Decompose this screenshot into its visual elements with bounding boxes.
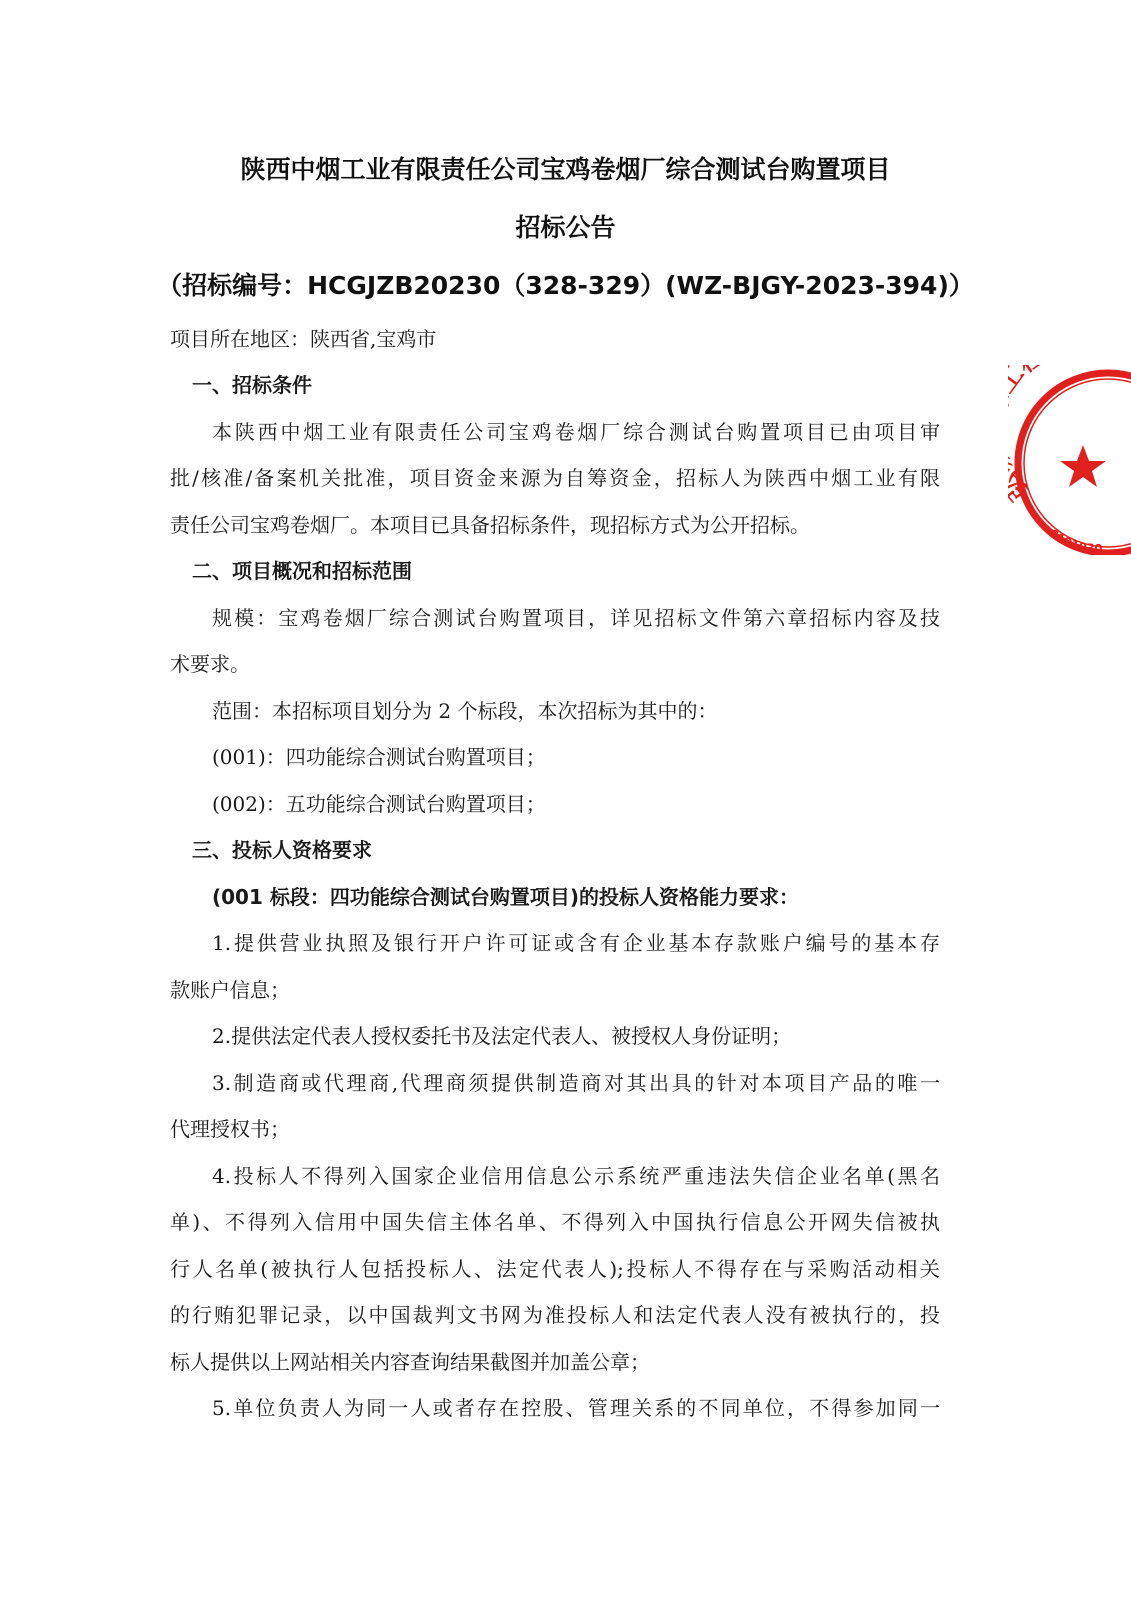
requirement-4-line: 的行贿犯罪记录，以中国裁判文书网为准投标人和法定代表人没有被执行的，投 — [170, 1303, 940, 1327]
section-1-paragraph-line: 本陕西中烟工业有限责任公司宝鸡卷烟厂综合测试台购置项目已由项目审 — [212, 420, 940, 444]
requirement-4-line: 标人提供以上网站相关内容查询结果截图并加盖公章； — [170, 1350, 650, 1374]
requirement-4-line: 4.投标人不得列入国家企业信用信息公示系统严重违法失信企业名单(黑名 — [212, 1164, 940, 1188]
company-seal — [1008, 365, 1131, 555]
seal-star-icon — [1060, 445, 1106, 487]
project-location: 项目所在地区：陕西省,宝鸡市 — [170, 327, 437, 351]
requirement-5-line: 5.单位负责人为同一人或者存在控股、管理关系的不同单位，不得参加同一 — [212, 1396, 940, 1420]
section-1-paragraph-line: 责任公司宝鸡卷烟厂。本项目已具备招标条件，现招标方式为公开招标。 — [170, 513, 810, 537]
section-2-scope: 范围：本招标项目划分为 2 个标段，本次招标为其中的： — [212, 699, 718, 723]
section-3-heading: 三、投标人资格要求 — [192, 838, 372, 862]
section-1-heading: 一、招标条件 — [192, 373, 312, 397]
document-subtitle: 招标公告 — [515, 213, 616, 242]
requirement-1-line: 款账户信息； — [170, 978, 290, 1002]
requirement-4-line: 行人名单(被执行人包括投标人、法定代表人);投标人不得存在与采购活动相关 — [170, 1257, 940, 1281]
section-2-paragraph-line: 术要求。 — [170, 652, 250, 676]
lot-002: (002)：五功能综合测试台购置项目； — [212, 792, 546, 816]
section-2-paragraph-line: 规模：宝鸡卷烟厂综合测试台购置项目，详见招标文件第六章招标内容及技 — [212, 606, 940, 630]
requirement-4-line: 单)、不得列入信用中国失信主体名单、不得列入中国执行信息公开网失信被执 — [170, 1210, 940, 1234]
requirement-3-line: 3.制造商或代理商,代理商须提供制造商对其出具的针对本项目产品的唯一 — [212, 1071, 940, 1095]
requirement-1-line: 1.提供营业执照及银行开户许可证或含有企业基本存款账户编号的基本存 — [212, 931, 940, 955]
svg-text:6101030 — [1046, 526, 1102, 555]
requirement-2-line: 2.提供法定代表人授权委托书及法定代表人、被授权人身份证明； — [212, 1024, 792, 1048]
section-3-subheading: (001 标段：四功能综合测试台购置项目)的投标人资格能力要求： — [212, 885, 799, 909]
section-1-paragraph-line: 批/核准/备案机关批准，项目资金来源为自筹资金，招标人为陕西中烟工业有限 — [170, 466, 940, 490]
document-title: 陕西中烟工业有限责任公司宝鸡卷烟厂综合测试台购置项目 — [240, 155, 891, 184]
tender-number: （招标编号：HCGJZB20230（328-329）(WZ-BJGY-2023-394)） — [157, 271, 974, 300]
requirement-3-line: 代理授权书； — [170, 1117, 290, 1141]
lot-001: (001)：四功能综合测试台购置项目； — [212, 745, 546, 769]
seal-code: 6101030 — [1046, 526, 1103, 555]
section-2-heading: 二、项目概况和招标范围 — [192, 559, 412, 583]
